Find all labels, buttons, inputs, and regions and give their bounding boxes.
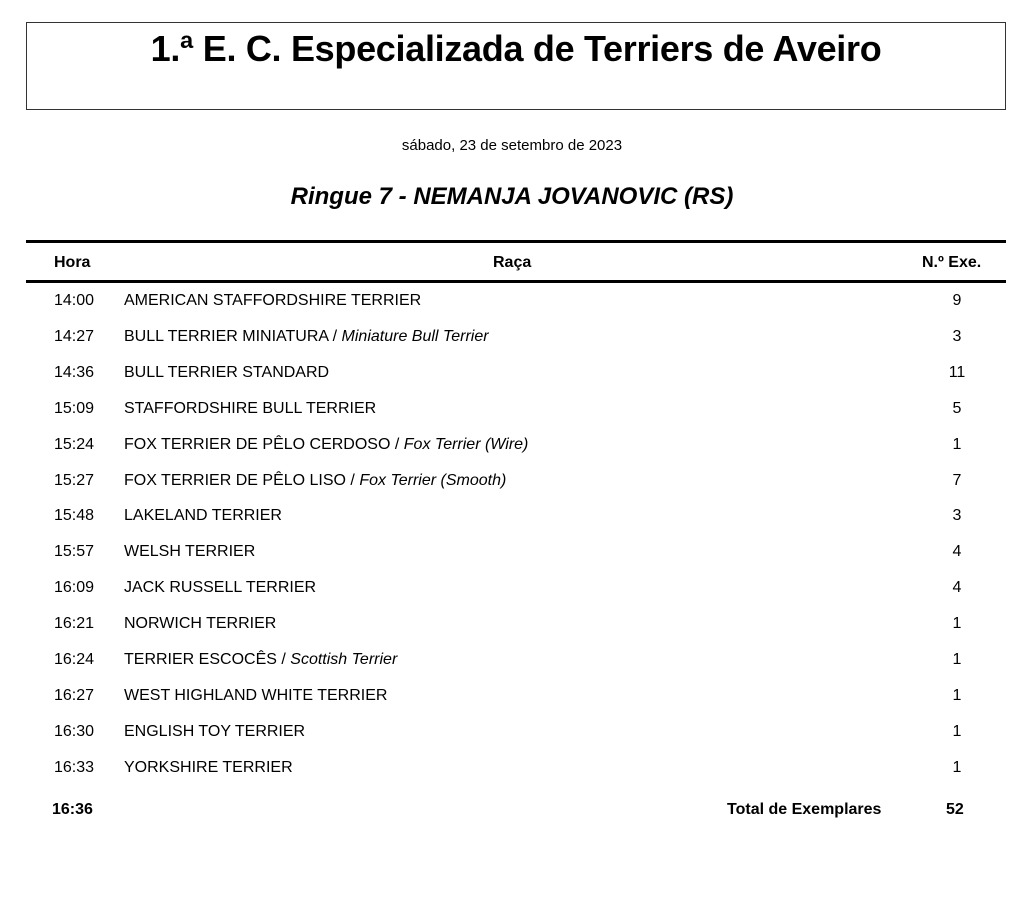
table-row xyxy=(0,364,1024,400)
row-count: 5 xyxy=(952,399,962,417)
table-row xyxy=(0,723,1024,759)
total-value: 52 xyxy=(946,801,964,818)
event-date: sábado, 23 de setembro de 2023 xyxy=(401,137,623,154)
table-row xyxy=(0,507,1024,543)
ring-judge-heading: Ringue 7 - NEMANJA JOVANOVIC (RS) xyxy=(290,183,734,210)
title-box xyxy=(26,22,1006,110)
table-row xyxy=(0,292,1024,328)
row-time: 15:24 xyxy=(54,435,95,453)
table-row xyxy=(0,472,1024,508)
row-breed xyxy=(124,364,329,382)
row-count: 9 xyxy=(952,292,962,309)
breed-name: JACK RUSSELL TERRIER xyxy=(124,579,317,597)
row-time: 15:27 xyxy=(54,471,95,489)
breed-name: YORKSHIRE TERRIER xyxy=(124,758,293,776)
row-count: 7 xyxy=(952,471,962,489)
row-count: 4 xyxy=(952,579,962,597)
table-row xyxy=(0,615,1024,651)
breed-name: WELSH TERRIER xyxy=(124,543,256,561)
breed-name: BULL TERRIER MINIATURA xyxy=(124,327,329,345)
row-time: 14:00 xyxy=(54,292,95,309)
row-breed xyxy=(124,328,489,346)
row-time: 16:24 xyxy=(54,651,95,668)
row-count: 1 xyxy=(952,686,962,704)
table-row xyxy=(0,400,1024,436)
table-top-rule xyxy=(26,240,1006,243)
row-time: 15:57 xyxy=(54,543,95,561)
row-time: 15:48 xyxy=(54,507,95,525)
breed-name: TERRIER ESCOCÊS xyxy=(124,651,277,668)
row-breed xyxy=(124,579,316,597)
breed-alt-name: Fox Terrier (Smooth) xyxy=(359,471,507,489)
row-breed xyxy=(124,615,276,633)
breed-name: NORWICH TERRIER xyxy=(124,615,277,633)
row-breed xyxy=(124,436,528,454)
breed-name: LAKELAND TERRIER xyxy=(124,507,282,525)
breed-name: ENGLISH TOY TERRIER xyxy=(124,722,306,740)
row-count: 1 xyxy=(952,758,962,776)
table-row xyxy=(0,759,1024,795)
row-time: 14:36 xyxy=(54,363,95,381)
row-count: 11 xyxy=(948,363,966,381)
breed-name: FOX TERRIER DE PÊLO LISO xyxy=(124,471,346,489)
table-row xyxy=(0,579,1024,615)
row-time: 16:27 xyxy=(54,686,95,704)
row-breed xyxy=(124,651,397,669)
row-time: 15:09 xyxy=(54,399,95,417)
row-time: 16:30 xyxy=(54,722,95,740)
row-time: 16:21 xyxy=(54,615,95,633)
row-breed xyxy=(124,472,506,490)
row-count: 3 xyxy=(952,327,962,345)
row-time: 16:09 xyxy=(54,579,95,597)
table-row xyxy=(0,651,1024,687)
row-time: 14:27 xyxy=(54,327,95,345)
breed-name: FOX TERRIER DE PÊLO CERDOSO xyxy=(124,435,391,453)
row-count: 1 xyxy=(952,615,962,633)
breed-name: BULL TERRIER STANDARD xyxy=(124,363,330,381)
row-breed xyxy=(124,759,293,777)
row-count: 4 xyxy=(952,543,962,561)
column-header-hora: Hora xyxy=(54,254,91,271)
row-breed xyxy=(124,507,282,525)
breed-separator: / xyxy=(328,327,342,345)
row-breed xyxy=(124,400,376,418)
row-breed xyxy=(124,687,387,705)
table-row xyxy=(0,328,1024,364)
row-time: 16:33 xyxy=(54,758,95,776)
row-count: 1 xyxy=(952,435,962,453)
breed-separator: / xyxy=(345,471,360,489)
row-breed xyxy=(124,292,421,310)
column-header-raca: Raça xyxy=(493,254,532,271)
breed-name: STAFFORDSHIRE BULL TERRIER xyxy=(124,399,377,417)
breed-name: AMERICAN STAFFORDSHIRE TERRIER xyxy=(124,292,422,309)
total-label: Total de Exemplares xyxy=(727,801,882,818)
row-count: 1 xyxy=(952,651,962,668)
table-header-rule xyxy=(26,280,1006,283)
column-header-exemplares: N.º Exe. xyxy=(922,254,982,271)
row-count: 1 xyxy=(952,722,962,740)
end-time: 16:36 xyxy=(52,801,93,818)
row-breed xyxy=(124,723,305,741)
breed-alt-name: Fox Terrier (Wire) xyxy=(403,435,529,453)
page-title: 1.ª E. C. Especializada de Terriers de Aveiro xyxy=(150,28,882,69)
breed-alt-name: Scottish Terrier xyxy=(290,651,398,668)
breed-separator: / xyxy=(390,435,404,453)
breed-separator: / xyxy=(276,651,291,668)
table-row xyxy=(0,543,1024,579)
row-count: 3 xyxy=(952,507,962,525)
breed-name: WEST HIGHLAND WHITE TERRIER xyxy=(124,686,388,704)
row-breed xyxy=(124,543,255,561)
breed-alt-name: Miniature Bull Terrier xyxy=(341,327,489,345)
table-row xyxy=(0,687,1024,723)
table-row xyxy=(0,436,1024,472)
